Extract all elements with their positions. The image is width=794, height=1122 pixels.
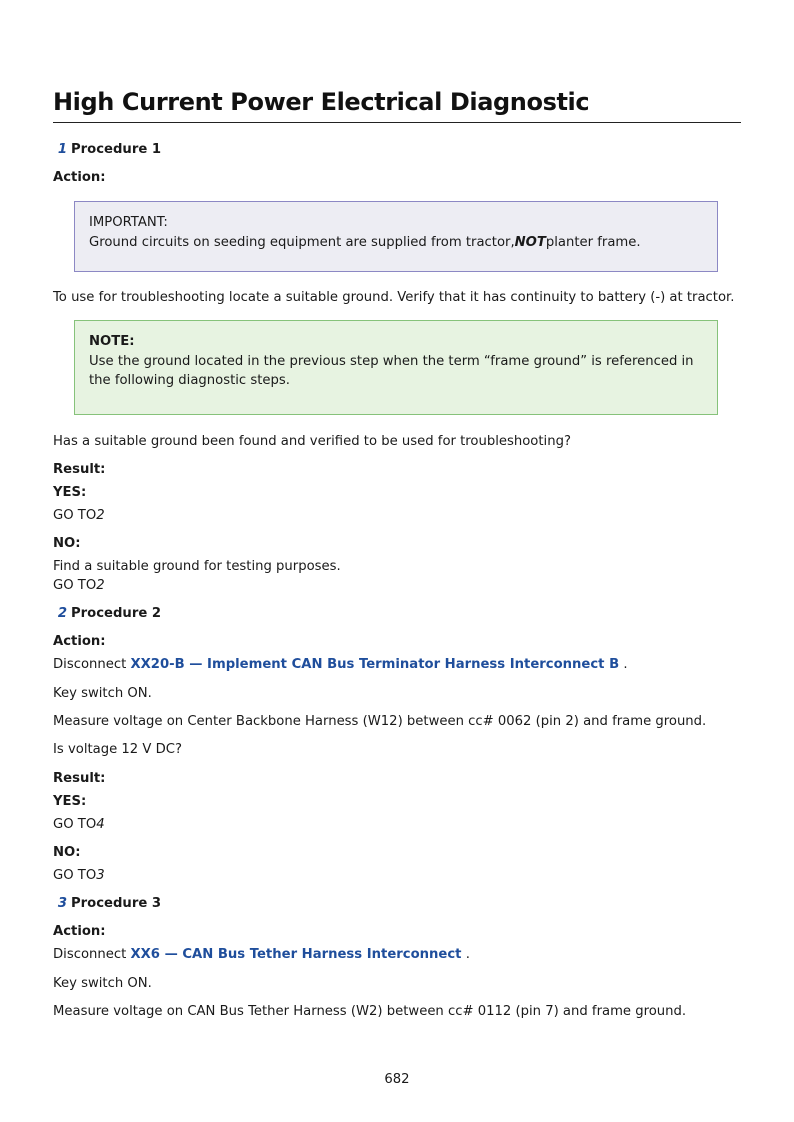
procedure-3-number: 3 — [57, 896, 67, 911]
page-title: High Current Power Electrical Diagnostic — [53, 86, 741, 123]
procedure-1-question: Has a suitable ground been found and verified to be used for troubleshooting? — [53, 434, 571, 449]
procedure-3-title: Procedure 3 — [71, 896, 162, 911]
procedure-1-heading — [53, 140, 161, 159]
connector-link[interactable]: XX20-B — Implement CAN Bus Terminator Harness Interconnect B — [130, 657, 620, 672]
measure-step: Measure voltage on CAN Bus Tether Harness (W2) between cc# 0112 (pin 7) and frame ground. — [53, 1004, 687, 1019]
disconnect-label: Disconnect — [53, 657, 127, 672]
goto-line — [53, 866, 105, 885]
period: . — [465, 947, 470, 962]
goto-line — [53, 815, 105, 834]
important-text — [89, 233, 703, 253]
note-text: Use the ground located in the previous step when the term “frame ground” is referenced in the following diagnostic steps. — [89, 353, 694, 388]
goto-target-link[interactable]: 3 — [96, 868, 105, 883]
key-switch-step: Key switch ON. — [53, 686, 152, 701]
no-instruction: Find a suitable ground for testing purposes. — [53, 559, 341, 574]
goto-label: GO TO — [53, 578, 97, 593]
yes-label: YES: — [53, 485, 87, 500]
goto-line — [53, 576, 105, 595]
action-label: Action: — [53, 924, 106, 939]
procedure-2-heading — [53, 604, 161, 623]
note-heading: NOTE: — [89, 334, 135, 349]
goto-line — [53, 506, 105, 525]
yes-label: YES: — [53, 794, 87, 809]
key-switch-step: Key switch ON. — [53, 976, 152, 991]
disconnect-label: Disconnect — [53, 947, 127, 962]
goto-label: GO TO — [53, 817, 97, 832]
goto-target-link[interactable]: 2 — [96, 508, 105, 523]
result-label: Result: — [53, 771, 106, 786]
action-label: Action: — [53, 170, 106, 185]
disconnect-line — [53, 945, 470, 964]
important-text-post: planter frame. — [545, 234, 641, 250]
period: . — [623, 657, 628, 672]
disconnect-line — [53, 655, 628, 674]
goto-target-link[interactable]: 4 — [96, 817, 105, 832]
procedure-1-number: 1 — [57, 142, 67, 157]
procedure-2-title: Procedure 2 — [71, 606, 162, 621]
connector-link[interactable]: XX6 — CAN Bus Tether Harness Interconnect — [130, 947, 462, 962]
goto-target-link[interactable]: 2 — [96, 578, 105, 593]
procedure-3-heading — [53, 894, 161, 913]
important-box — [74, 201, 718, 272]
page-number: 682 — [384, 1072, 410, 1087]
note-box — [74, 320, 718, 415]
important-emphasis: NOT — [514, 234, 546, 250]
goto-label: GO TO — [53, 868, 97, 883]
no-label: NO: — [53, 536, 81, 551]
important-heading: IMPORTANT: — [89, 215, 168, 230]
procedure-2-number: 2 — [57, 606, 67, 621]
procedure-2-question: Is voltage 12 V DC? — [53, 742, 182, 757]
goto-label: GO TO — [53, 508, 97, 523]
no-label: NO: — [53, 845, 81, 860]
result-label: Result: — [53, 462, 106, 477]
important-text-pre: Ground circuits on seeding equipment are supplied from tractor, — [89, 234, 515, 250]
ground-instruction: To use for troubleshooting locate a suitable ground. Verify that it has continuity to battery (-) at tractor. — [53, 290, 735, 305]
action-label: Action: — [53, 634, 106, 649]
procedure-1-title: Procedure 1 — [71, 142, 162, 157]
measure-step: Measure voltage on Center Backbone Harness (W12) between cc# 0062 (pin 2) and frame ground. — [53, 714, 707, 729]
